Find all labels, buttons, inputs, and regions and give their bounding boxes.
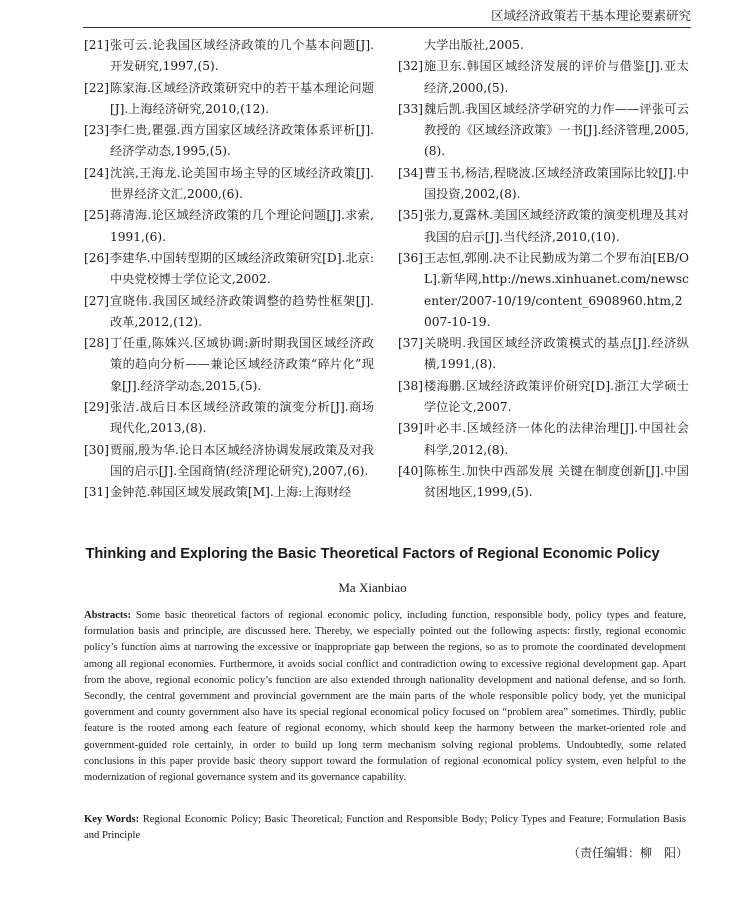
- reference-number: [32]: [398, 59, 424, 74]
- reference-text: 施卫东.韩国区域经济发展的评价与借鉴[J].亚太经济,2000,(5).: [424, 59, 689, 95]
- reference-text: 张洁.战后日本区域经济政策的演变分析[J].商场现代化,2013,(8).: [110, 400, 374, 436]
- reference-text: 金钟范.韩国区域发展政策[M].上海:上海财经: [110, 485, 352, 500]
- reference-number: [27]: [84, 293, 110, 308]
- reference-continuation: 大学出版社,2005.: [424, 38, 524, 52]
- running-header: 区域经济政策若干基本理论要素研究: [490, 8, 691, 23]
- reference-item: [398, 333, 689, 376]
- reference-text: 陈家海.区域经济政策研究中的若干基本理论问题[J].上海经济研究,2010,(12).: [110, 80, 374, 116]
- reference-item: [84, 248, 374, 291]
- reference-text: 楼海鹏.区域经济政策评价研究[D].浙江大学硕士学位论文,2007.: [424, 378, 689, 415]
- reference-item: [398, 418, 689, 461]
- reference-text: 李建华.中国转型期的区域经济政策研究[D].北京:中央党校博士学位论文,2002.: [110, 250, 374, 287]
- references-left-column: [84, 35, 374, 504]
- reference-number: [36]: [398, 250, 424, 265]
- reference-number: [35]: [398, 208, 424, 223]
- reference-text: 蒋清海.论区域经济政策的几个理论问题[J].求索,1991,(6).: [110, 208, 374, 244]
- reference-text: 张力,夏露林.美国区域经济政策的演变机理及其对我国的启示[J].当代经济,2010,(10).: [424, 208, 689, 244]
- reference-number: [33]: [398, 101, 424, 116]
- reference-text: 张可云.论我国区域经济政策的几个基本问题[J].开发研究,1997,(5).: [110, 38, 374, 74]
- reference-text: 魏后凯.我国区域经济学研究的力作——评张可云教授的《区域经济政策》一书[J].经济管理,2005,(8).: [424, 101, 689, 159]
- responsible-editor: （责任编辑：柳 阳）: [567, 846, 688, 860]
- reference-text: 王志恒,郭刚.决不让民勤成为第二个罗布泊[EB/OL].新华网,http://news.xinhuanet.com/newscenter/2007-10/19/content_6908960.htm,2007-10-19.: [424, 250, 689, 329]
- reference-item: [84, 78, 374, 121]
- reference-number: [37]: [398, 336, 424, 351]
- keywords-label: Key Words:: [84, 814, 140, 825]
- reference-text: 李仁贵,瞿强.西方国家区域经济政策体系评析[J].经济学动态,1995,(5).: [110, 123, 374, 159]
- keywords-text: Regional Economic Policy; Basic Theoretical; Function and Responsible Body; Policy Types and Feature; Formulation Basis and Principle: [84, 814, 686, 842]
- reference-number: [40]: [398, 463, 424, 478]
- reference-number: [23]: [84, 123, 110, 138]
- reference-number: [38]: [398, 378, 424, 393]
- reference-item: [398, 461, 689, 504]
- reference-item: [84, 163, 374, 206]
- reference-item: [398, 248, 689, 333]
- english-abstract: [84, 608, 686, 786]
- reference-item: [84, 120, 374, 163]
- reference-number: [39]: [398, 421, 424, 436]
- reference-number: [30]: [84, 442, 110, 457]
- reference-number: [26]: [84, 250, 110, 265]
- reference-number: [25]: [84, 208, 110, 223]
- reference-number: [24]: [84, 165, 110, 180]
- reference-item: [84, 440, 374, 483]
- reference-number: [22]: [84, 80, 110, 95]
- reference-text: 叶必丰.区域经济一体化的法律治理[J].中国社会科学,2012,(8).: [424, 421, 689, 457]
- reference-number: [34]: [398, 165, 424, 180]
- reference-text: 陈栋生.加快中西部发展 关键在制度创新[J].中国贫困地区,1999,(5).: [424, 463, 689, 500]
- abstract-text: Some basic theoretical factors of regional economic policy, including function, responsible body, policy types and feature, formulation basis and principle, are discussed here. Thereby, we especially pointed out the following aspects: firstly, regional economic policy’s function aims at narrowing the excessive or inappropriate gap between the regions, so as to promote the coordinated development among all regional economies. Furthermore, it avoids social conflict and contradiction owing to excessive regional development gap. Apart from the above, regional economic policy’s function are also extended through nationality development and national defense, and so forth. Secondly, the central government and provincial government are the main parts of the whole responsible policy body, yet the municipal government and county government also have its special regional economical policy focused on “problem area” sometimes. Thirdly, public feature is the rooted among each feature of regional economy, which should keep the harmony between the market-oriented role and government-guided role certainly, in order to build up long term mechanism solving regional problems. Undoubtedly, some related conclusions in this paper provide basic theory support toward the formulation of regional economical policy system, even helpful to the modernization of regional governance system and its governance capability.: [84, 610, 687, 784]
- reference-text: 丁任重,陈姝兴.区域协调:新时期我国区域经济政策的趋向分析——兼论区域经济政策“碎片化”现象[J].经济学动态,2015,(5).: [110, 336, 374, 393]
- reference-number: [28]: [84, 336, 110, 351]
- reference-text: 贾丽,殷为华.论日本区域经济协调发展政策及对我国的启示[J].全国商情(经济理论研究),2007,(6).: [110, 442, 374, 478]
- reference-number: [21]: [84, 38, 110, 52]
- reference-text: 曹玉书,杨洁,程晓波.区域经济政策国际比较[J].中国投资,2002,(8).: [424, 165, 689, 202]
- reference-item: [398, 163, 689, 206]
- english-keywords: [84, 812, 686, 844]
- reference-item: [84, 482, 374, 503]
- header-rule: [83, 27, 691, 28]
- reference-item: [398, 205, 689, 248]
- reference-number: [31]: [84, 485, 110, 500]
- reference-item: [398, 99, 689, 163]
- reference-text: 关晓明.我国区域经济政策模式的基点[J].经济纵横,1991,(8).: [424, 336, 689, 372]
- reference-number: [29]: [84, 400, 110, 415]
- reference-item: [84, 397, 374, 440]
- reference-text: 宣晓伟.我国区域经济政策调整的趋势性框架[J].改革,2012,(12).: [110, 293, 374, 329]
- abstract-label: Abstracts:: [84, 610, 132, 621]
- reference-item: [84, 291, 374, 334]
- reference-item: [84, 333, 374, 397]
- english-author: Ma Xianbiao: [338, 580, 407, 595]
- reference-item: [84, 35, 374, 78]
- references-right-column: [398, 35, 689, 504]
- english-title: Thinking and Exploring the Basic Theoretical Factors of Regional Economic Policy: [85, 546, 660, 562]
- reference-item: [84, 205, 374, 248]
- reference-item: [398, 376, 689, 419]
- reference-item: [398, 56, 689, 99]
- reference-text: 沈滨,王海龙.论美国市场主导的区域经济政策[J].世界经济文汇,2000,(6).: [110, 165, 374, 202]
